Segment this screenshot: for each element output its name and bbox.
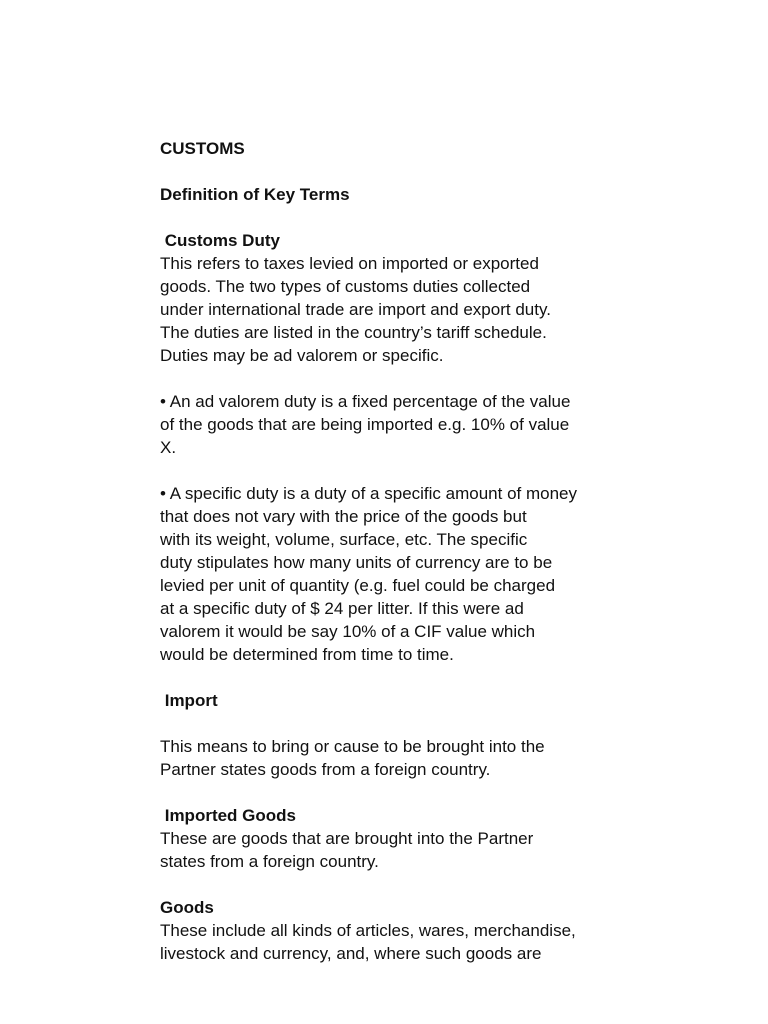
paragraph-line: This refers to taxes levied on imported or exported — [160, 254, 539, 273]
section-import — [160, 689, 640, 781]
spacer — [160, 206, 640, 229]
paragraph-line: Duties may be ad valorem or specific. — [160, 346, 444, 365]
section-imported-goods — [160, 804, 640, 873]
document-title: CUSTOMS — [160, 139, 245, 158]
spacer — [160, 367, 640, 390]
paragraph-line: would be determined from time to time. — [160, 645, 454, 664]
paragraph-line: goods. The two types of customs duties collected — [160, 277, 531, 296]
paragraph-line: with its weight, volume, surface, etc. The specific — [160, 530, 528, 549]
section-heading-customs-duty: Customs Duty — [160, 231, 280, 250]
spacer — [160, 781, 640, 804]
paragraph-line: Partner states goods from a foreign country. — [160, 760, 491, 779]
section-goods — [160, 896, 640, 965]
paragraph-line: valorem it would be say 10% of a CIF value which — [160, 622, 536, 641]
paragraph-line: duty stipulates how many units of currency are to be — [160, 553, 553, 572]
paragraph-line: levied per unit of quantity (e.g. fuel could be charged — [160, 576, 556, 595]
paragraph-line: • An ad valorem duty is a fixed percentage of the value — [160, 392, 571, 411]
bullet-specific-duty — [160, 482, 640, 666]
paragraph-line: This means to bring or cause to be brought into the — [160, 737, 545, 756]
paragraph-line: that does not vary with the price of the goods but — [160, 507, 527, 526]
paragraph-line: X. — [160, 438, 177, 457]
spacer — [160, 873, 640, 896]
paragraph-line: livestock and currency, and, where such goods are — [160, 944, 542, 963]
paragraph-line: These are goods that are brought into the Partner — [160, 829, 534, 848]
paragraph-line: of the goods that are being imported e.g. 10% of value — [160, 415, 570, 434]
paragraph-line: The duties are listed in the country’s tariff schedule. — [160, 323, 547, 342]
paragraph-line: These include all kinds of articles, wares, merchandise, — [160, 921, 576, 940]
spacer — [160, 459, 640, 482]
paragraph-line: states from a foreign country. — [160, 852, 379, 871]
section-customs-duty — [160, 229, 640, 367]
document-page — [160, 137, 640, 965]
section-heading-imported-goods: Imported Goods — [160, 806, 296, 825]
document-subtitle: Definition of Key Terms — [160, 185, 350, 204]
paragraph-line: under international trade are import and export duty. — [160, 300, 551, 319]
spacer — [160, 666, 640, 689]
spacer — [160, 712, 640, 735]
spacer — [160, 160, 640, 183]
bullet-ad-valorem — [160, 390, 640, 459]
paragraph-line: at a specific duty of $ 24 per litter. If this were ad — [160, 599, 524, 618]
section-heading-goods: Goods — [160, 898, 214, 917]
paragraph-line: • A specific duty is a duty of a specific amount of money — [160, 484, 577, 503]
section-heading-import: Import — [160, 691, 218, 710]
